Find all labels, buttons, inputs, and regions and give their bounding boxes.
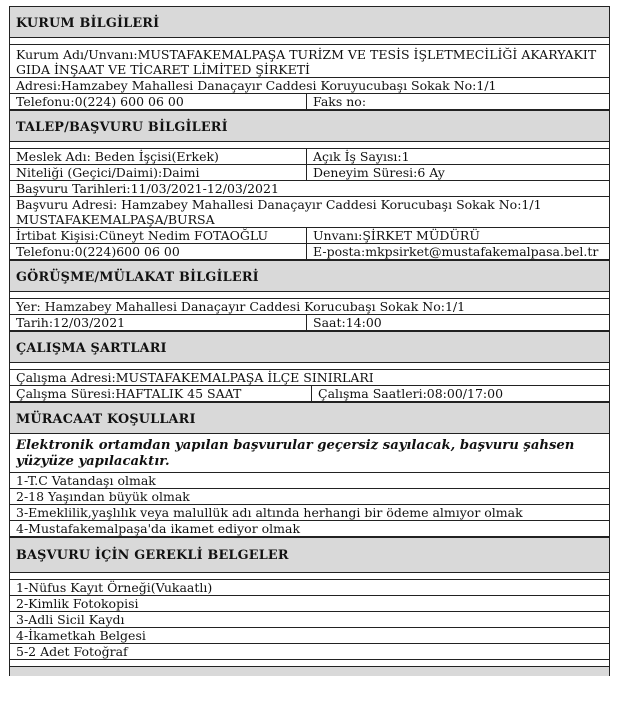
gorusme-yer: Yer: Hamzabey Mahallesi Danaçayır Caddesi Korucubaşı Sokak No:1/1 <box>16 299 466 314</box>
deneyim-suresi: Deneyim Süresi:6 Ay <box>313 165 445 180</box>
gorusme-saat: Saat:14:00 <box>313 315 382 330</box>
meslek-adi: Meslek Adı: Beden İşçisi(Erkek) <box>10 149 307 164</box>
row-kurum-adres <box>10 78 609 94</box>
kurum-adres: Adresi:Hamzabey Mahallesi Danaçayır Caddesi Koruyucubaşı Sokak No:1/1 <box>16 78 497 93</box>
list-item <box>10 644 609 660</box>
gorusme-tarih: Tarih:12/03/2021 <box>10 315 307 330</box>
muracaat-item-3: 3-Emeklilik,yaşlılık veya malullük adı altında herhangi bir ödeme almıyor olmak <box>16 505 523 520</box>
section-header-belgeler: BAŞVURU İÇİN GEREKLİ BELGELER <box>10 537 609 573</box>
row-basvuru-tarihleri <box>10 181 609 197</box>
belge-item-5: 5-2 Adet Fotoğraf <box>16 644 128 659</box>
talep-eposta: E-posta:mkpsirket@mustafakemalpasa.bel.tr <box>313 244 599 259</box>
list-item <box>10 489 609 505</box>
row-basvuru-adresi <box>10 197 609 228</box>
section-header-gorusme: GÖRÜŞME/MÜLAKAT BİLGİLERİ <box>10 260 609 292</box>
list-item <box>10 596 609 612</box>
job-posting-document <box>9 6 610 676</box>
irtibat-kisisi: İrtibat Kişisi:Cüneyt Nedim FOTAOĞLU <box>10 228 307 243</box>
row-calisma-suresi <box>10 386 609 402</box>
section-header-kurum: KURUM BİLGİLERİ <box>10 6 609 38</box>
kurum-adi: Kurum Adı/Unvanı:MUSTAFAKEMALPAŞA TURİZM VE TESİS İŞLETMECİLİĞİ AKARYAKIT GIDA İNŞAAT VE TİCARET LİMİTED ŞİRKETİ <box>16 47 597 77</box>
row-niteligi <box>10 165 609 181</box>
row-talep-telefon <box>10 244 609 260</box>
list-item <box>10 505 609 521</box>
list-item <box>10 579 609 596</box>
section-header-calisma: ÇALIŞMA ŞARTLARI <box>10 331 609 363</box>
belge-item-2: 2-Kimlik Fotokopisi <box>16 596 139 611</box>
list-item <box>10 628 609 644</box>
calisma-suresi: Çalışma Süresi:HAFTALIK 45 SAAT <box>10 386 312 401</box>
basvuru-tarihleri: Başvuru Tarihleri:11/03/2021-12/03/2021 <box>16 181 279 196</box>
list-item <box>10 473 609 489</box>
section-header-muracaat: MÜRACAAT KOŞULLARI <box>10 402 609 434</box>
muracaat-item-4: 4-Mustafakemalpaşa'da ikamet ediyor olmak <box>16 521 301 536</box>
muracaat-item-1: 1-T.C Vatandaşı olmak <box>16 473 156 488</box>
acik-is-sayisi: Açık İş Sayısı:1 <box>313 149 410 164</box>
row-irtibat <box>10 228 609 244</box>
niteligi: Niteliği (Geçici/Daimi):Daimi <box>10 165 307 180</box>
belge-item-3: 3-Adli Sicil Kaydı <box>16 612 125 627</box>
kurum-telefon: Telefonu:0(224) 600 06 00 <box>10 94 307 109</box>
muracaat-item-2: 2-18 Yaşından büyük olmak <box>16 489 190 504</box>
calisma-adresi: Çalışma Adresi:MUSTAFAKEMALPAŞA İLÇE SINIRLARI <box>16 370 374 385</box>
row-calisma-adresi <box>10 369 609 386</box>
list-item <box>10 521 609 537</box>
row-muracaat-notice <box>10 434 609 473</box>
talep-telefon: Telefonu:0(224)600 06 00 <box>10 244 307 259</box>
muracaat-notice: Elektronik ortamdan yapılan başvurular geçersiz sayılacak, başvuru şahsen yüzyüze yapılacaktır. <box>16 438 575 469</box>
row-meslek <box>10 148 609 165</box>
calisma-saatleri: Çalışma Saatleri:08:00/17:00 <box>318 386 504 401</box>
kurum-faks: Faks no: <box>313 94 367 109</box>
belge-item-1: 1-Nüfus Kayıt Örneği(Vukaatlı) <box>16 580 213 595</box>
row-kurum-telefon <box>10 94 609 110</box>
basvuru-adresi: Başvuru Adresi: Hamzabey Mahallesi Danaçayır Caddesi Korucubaşı Sokak No:1/1 MUSTAFAKEMALPAŞA/BURSA <box>16 197 542 227</box>
row-gorusme-tarih <box>10 315 609 331</box>
next-section-header-edge <box>10 666 609 676</box>
unvan: Unvanı:ŞİRKET MÜDÜRÜ <box>313 228 480 243</box>
section-header-talep: TALEP/BAŞVURU BİLGİLERİ <box>10 110 609 142</box>
row-kurum-adi <box>10 44 609 78</box>
row-gorusme-yer <box>10 298 609 315</box>
belge-item-4: 4-İkametkah Belgesi <box>16 628 146 643</box>
list-item <box>10 612 609 628</box>
